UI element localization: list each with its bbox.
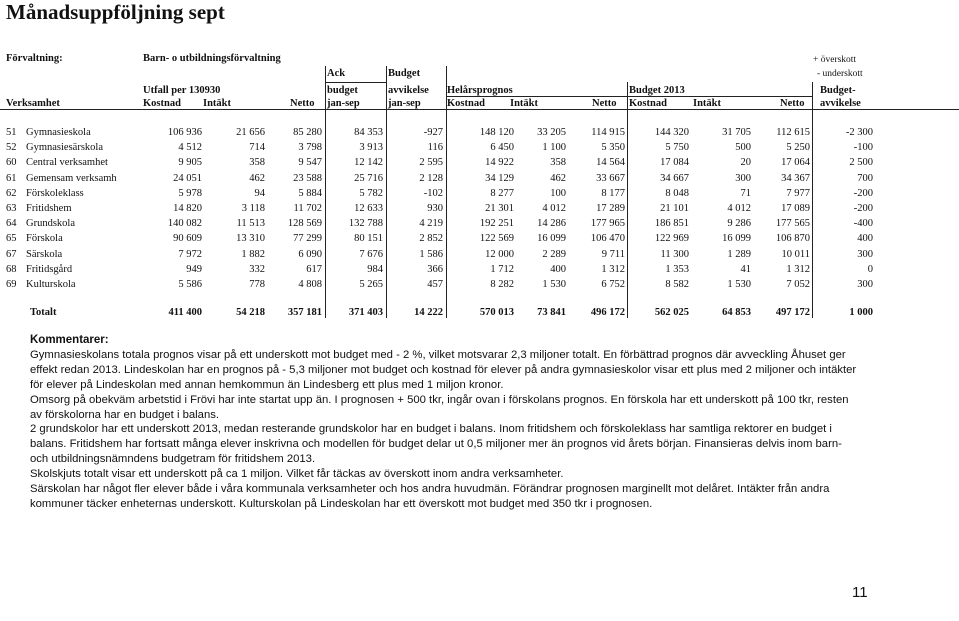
col-netto: Netto [290,98,315,109]
row-ack-budget: 3 913 [359,142,383,154]
row-intakt: 358 [249,157,265,169]
row-budget-netto: 106 870 [775,233,810,245]
row-prognos-kostnad: 192 251 [479,218,514,230]
row-netto: 85 280 [293,127,322,138]
row-name: Fritidsgård [26,263,73,275]
col-intakt-prognos: Intäkt [510,98,539,109]
table-row [0,233,959,246]
table-row [0,142,959,155]
row-avvikelse: 2 128 [419,172,443,184]
row-prognos-intakt: 400 [550,263,566,275]
row-netto: 11 702 [293,203,322,214]
row-ack-budget: 132 788 [348,218,383,230]
row-budget-kostnad: 1 353 [665,263,689,275]
jan-sep-label-2: jan-sep [388,98,421,109]
row-name: Förskoleklass [26,187,84,199]
row-prognos-netto: 177 965 [590,218,625,230]
row-prognos-intakt: 14 286 [537,218,566,230]
row-budget-kostnad: 5 750 [665,142,689,154]
total-avvikelse: 14 222 [414,307,443,318]
row-prognos-netto: 33 667 [596,172,625,184]
row-avvikelse: 2 852 [419,233,443,245]
legend-overskott: + överskott [813,55,857,65]
row-name: Central verksamhet [26,157,108,169]
row-budget-intakt: 9 286 [727,218,751,230]
row-netto: 5 884 [298,187,322,199]
row-budget-avvikelse: -400 [853,218,873,230]
row-name: Gemensam verksamh [26,172,117,184]
row-prognos-netto: 17 289 [596,203,625,214]
comments-section [30,333,860,512]
row-prognos-kostnad: 6 450 [490,142,514,154]
row-kostnad: 9 905 [178,157,202,169]
row-budget-netto: 7 052 [786,279,810,290]
row-prognos-kostnad: 14 922 [485,157,514,169]
row-avvikelse: 930 [427,203,443,214]
row-name: Grundskola [26,218,75,230]
row-budget-kostnad: 186 851 [654,218,689,230]
row-budget-kostnad: 17 084 [660,157,689,169]
row-ack-budget: 5 265 [359,279,383,290]
row-code: 68 [6,263,17,275]
row-budget-intakt: 1 530 [727,279,751,290]
row-budget-avvikelse: -2 300 [845,127,873,138]
row-avvikelse: 366 [427,263,443,275]
row-code: 60 [6,157,17,169]
row-budget-avvikelse: -100 [853,142,873,154]
row-intakt: 94 [254,187,265,199]
row-code: 67 [6,248,17,260]
row-avvikelse: -927 [423,127,443,138]
total-kostnad: 411 400 [168,307,202,318]
row-budget-avvikelse: -200 [853,187,873,199]
row-prognos-intakt: 100 [550,187,566,199]
row-name: Särskola [26,248,63,260]
budget-avvikelse-header-1: Budget- [820,85,856,96]
row-code: 62 [6,187,17,199]
row-intakt: 332 [249,263,265,275]
row-name: Fritidshem [26,203,72,214]
row-budget-kostnad: 11 300 [660,248,689,260]
row-budget-kostnad: 144 320 [654,127,689,138]
row-ack-budget: 12 142 [354,157,383,169]
total-label: Totalt [30,307,57,318]
comments-title: Kommentarer: [30,334,109,346]
row-netto: 23 588 [293,172,322,184]
table-row [0,264,959,277]
table-row [0,218,959,231]
table-row [0,127,959,140]
row-avvikelse: -102 [423,187,443,199]
rule [447,96,813,97]
comment-paragraph: Gymnasieskolans totala prognos visar på ett underskott mot budget med - 2 %, vilket motsvarar 2,3 miljoner totalt. En förbättrad prognos där avveckling Åhuset ger effekt redan 2013. Lindeskolan har en prognos på - 5,3 miljoner mot budget och kostnad för elever på andra gymnasieskolor visar ett plus med 2 miljoner och intäkter för elever på Lindeskolan med annan hemkommun än Lindesberg ett plus med 1 miljon kronor. [30,348,857,391]
row-netto: 9 547 [298,157,322,169]
header-bottom-rule [0,109,959,110]
total-intakt: 54 218 [236,307,265,318]
row-avvikelse: 1 586 [419,248,443,260]
forvaltning-value: Barn- o utbildningsförvaltning [143,53,281,64]
row-budget-intakt: 1 289 [727,248,751,260]
row-budget-netto: 34 367 [781,172,810,184]
row-budget-kostnad: 21 101 [660,203,689,214]
row-code: 65 [6,233,17,245]
helarsprognos-label: Helårsprognos [447,85,513,96]
row-prognos-kostnad: 8 282 [490,279,514,290]
row-prognos-intakt: 4 012 [542,203,566,214]
avvikelse-label: avvikelse [388,85,429,96]
row-code: 61 [6,172,17,184]
table-row [0,203,959,216]
row-prognos-kostnad: 8 277 [490,187,514,199]
row-prognos-intakt: 462 [550,172,566,184]
row-budget-netto: 5 250 [786,142,810,154]
row-prognos-intakt: 16 099 [537,233,566,245]
row-budget-avvikelse: -200 [853,203,873,214]
row-code: 52 [6,142,17,154]
row-intakt: 714 [249,142,265,154]
row-budget-netto: 177 565 [775,218,810,230]
table-row [0,279,959,292]
row-kostnad: 106 936 [167,127,202,138]
col-intakt: Intäkt [203,98,232,109]
row-avvikelse: 4 219 [419,218,443,230]
col-intakt-budget: Intäkt [693,98,722,109]
row-name: Kulturskola [26,279,76,290]
row-prognos-kostnad: 1 712 [490,263,514,275]
col-kostnad-prognos: Kostnad [447,98,485,109]
row-kostnad: 4 512 [178,142,202,154]
total-prognos-intakt: 73 841 [537,307,566,318]
row-budget-avvikelse: 400 [857,233,873,245]
row-netto: 4 808 [298,279,322,290]
comment-paragraph: Särskolan har något fler elever både i våra kommunala verksamheter och hos andra huvudmän. Förändrar prognosen marginellt mot delåret. Intäkter från andra kommuner täcker enheternas underskott. Kulturskolan på Lindeskolan har ett överskott mot budget med 350 tkr i prognosen. [30,483,830,510]
row-netto: 3 798 [298,142,322,154]
rule [326,82,387,83]
totals-row [0,307,959,320]
row-prognos-intakt: 1 530 [542,279,566,290]
row-netto: 128 569 [287,218,322,230]
row-budget-kostnad: 34 667 [660,172,689,184]
row-budget-avvikelse: 700 [857,172,873,184]
row-intakt: 1 882 [241,248,265,260]
row-prognos-kostnad: 148 120 [479,127,514,138]
total-netto: 357 181 [287,307,322,318]
col-verksamhet: Verksamhet [6,98,60,109]
row-kostnad: 14 820 [173,203,202,214]
row-prognos-kostnad: 21 301 [485,203,514,214]
row-name: Gymnasieskola [26,127,91,138]
row-budget-intakt: 16 099 [722,233,751,245]
row-budget-kostnad: 122 969 [654,233,689,245]
row-ack-budget: 84 353 [354,127,383,138]
total-prognos-netto: 496 172 [590,307,625,318]
row-budget-avvikelse: 0 [867,263,873,275]
row-prognos-netto: 6 752 [601,279,625,290]
row-budget-avvikelse: 300 [857,279,873,290]
row-kostnad: 24 051 [173,172,202,184]
row-prognos-netto: 9 711 [601,248,625,260]
row-kostnad: 7 972 [178,248,202,260]
row-name: Gymnasiesärskola [26,142,103,154]
row-intakt: 462 [249,172,265,184]
row-prognos-netto: 106 470 [590,233,625,245]
row-budget-intakt: 31 705 [722,127,751,138]
page-number: 11 [852,584,868,601]
row-prognos-netto: 8 177 [601,187,625,199]
row-budget-netto: 17 064 [781,157,810,169]
row-netto: 6 090 [298,248,322,260]
row-netto: 617 [306,263,322,275]
forvaltning-label: Förvaltning: [6,53,63,64]
row-intakt: 11 513 [236,218,265,230]
row-avvikelse: 116 [427,142,443,154]
total-budget-netto: 497 172 [775,307,810,318]
row-budget-intakt: 4 012 [727,203,751,214]
comment-paragraph: Omsorg på obekväm arbetstid i Frövi har inte startat upp än. I prognosen + 500 tkr, ingår ovan i förskolans prognos. En förskola har ett underskott på 100 tkr, resten av förskolorna har en budget i balans. [30,393,849,421]
row-prognos-kostnad: 34 129 [485,172,514,184]
row-budget-intakt: 300 [735,172,751,184]
budget-avvikelse-header-2: avvikelse [820,98,861,109]
utfall-label: Utfall per 130930 [143,85,221,96]
row-code: 69 [6,279,17,290]
row-budget-intakt: 71 [740,187,751,199]
budget-label: budget [327,85,358,96]
legend-underskott: - underskott [817,69,863,79]
row-budget-kostnad: 8 048 [665,187,689,199]
row-kostnad: 5 978 [178,187,202,199]
table-row [0,173,959,186]
row-kostnad: 90 609 [173,233,202,245]
row-ack-budget: 12 633 [354,203,383,214]
row-code: 51 [6,127,17,138]
row-prognos-intakt: 358 [550,157,566,169]
col-kostnad: Kostnad [143,98,181,109]
row-ack-budget: 5 782 [359,187,383,199]
row-budget-netto: 112 615 [776,127,810,138]
row-prognos-netto: 1 312 [601,263,625,275]
row-prognos-intakt: 1 100 [542,142,566,154]
row-avvikelse: 457 [427,279,443,290]
col-netto-prognos: Netto [592,98,617,109]
table-row [0,249,959,262]
row-prognos-intakt: 2 289 [542,248,566,260]
row-intakt: 13 310 [236,233,265,245]
total-budget-kostnad: 562 025 [654,307,689,318]
row-ack-budget: 984 [367,263,383,275]
total-budget-intakt: 64 853 [722,307,751,318]
row-budget-intakt: 20 [740,157,751,169]
row-intakt: 778 [249,279,265,290]
budget-2013-label: Budget 2013 [629,85,685,96]
jan-sep-label-1: jan-sep [327,98,360,109]
row-ack-budget: 80 151 [354,233,383,245]
row-budget-intakt: 41 [740,263,751,275]
row-budget-netto: 17 089 [781,203,810,214]
col-kostnad-budget: Kostnad [629,98,667,109]
row-intakt: 21 656 [236,127,265,138]
row-prognos-netto: 5 350 [601,142,625,154]
row-budget-netto: 1 312 [786,263,810,275]
col-netto-budget: Netto [780,98,805,109]
total-prognos-kostnad: 570 013 [479,307,514,318]
table-row [0,188,959,201]
row-avvikelse: 2 595 [419,157,443,169]
row-budget-avvikelse: 300 [857,248,873,260]
budget-avvikelse-label: Budget [388,68,421,79]
row-ack-budget: 25 716 [354,172,383,184]
row-code: 63 [6,203,17,214]
row-prognos-kostnad: 122 569 [479,233,514,245]
row-netto: 77 299 [293,233,322,245]
row-prognos-netto: 14 564 [596,157,625,169]
table-row [0,157,959,170]
row-budget-netto: 7 977 [786,187,810,199]
row-prognos-kostnad: 12 000 [485,248,514,260]
page-title: Månadsuppföljning sept [6,0,225,24]
row-prognos-netto: 114 915 [591,127,625,138]
row-kostnad: 5 586 [178,279,202,290]
row-code: 64 [6,218,17,230]
row-budget-kostnad: 8 582 [665,279,689,290]
row-name: Förskola [26,233,63,245]
row-kostnad: 949 [186,263,202,275]
comment-paragraph: Skolskjuts totalt visar ett underskott på ca 1 miljon. Vilket får täckas av överskott inom andra verksamheter. [30,468,564,481]
row-budget-avvikelse: 2 500 [849,157,873,169]
ack-label: Ack [327,68,346,79]
row-ack-budget: 7 676 [359,248,383,260]
total-ack-budget: 371 403 [348,307,383,318]
row-intakt: 3 118 [241,203,265,214]
row-prognos-intakt: 33 205 [537,127,566,138]
row-kostnad: 140 082 [167,218,202,230]
comment-paragraph: 2 grundskolor har ett underskott 2013, medan resterande grundskolor har en budget i balans. Inom fritidshem och förskoleklass har samtliga rektorer en budget i balans. Fritidshem har fortsatt många elever inskrivna och modellen för budget delar ut 0,5 miljoner mer än prognos vid årets början. Finansieras delvis inom barn- och utbildningsnämndens budgetram för fritidshem 2013. [30,423,842,466]
row-budget-netto: 10 011 [781,248,810,260]
total-budget-avvikelse: 1 000 [849,307,873,318]
row-budget-intakt: 500 [735,142,751,154]
